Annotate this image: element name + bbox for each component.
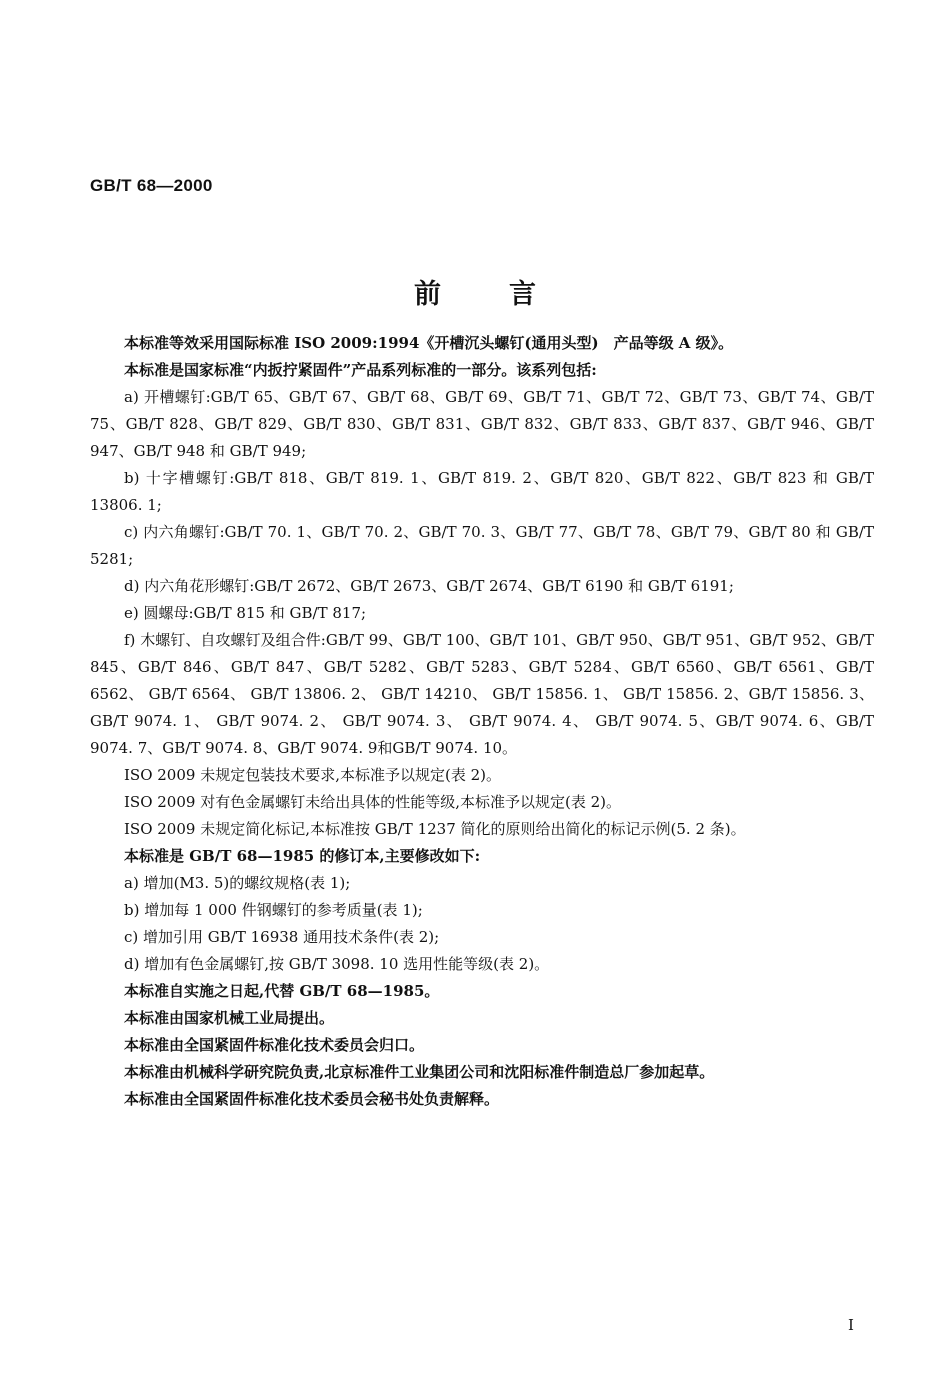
closing-statement: 本标准由全国紧固件标准化技术委员会秘书处负责解释。	[124, 1090, 500, 1108]
revision-intro: 本标准是 GB/T 68—1985 的修订本,主要修改如下:	[124, 847, 481, 865]
closing-statement: 本标准由机械科学研究院负责,北京标准件工业集团公司和沈阳标准件制造总厂参加起草。	[124, 1063, 715, 1081]
closing-statement: 本标准自实施之日起,代替 GB/T 68—1985。	[124, 982, 440, 1000]
list-item: a) 开槽螺钉:GB/T 65、GB/T 67、GB/T 68、GB/T 69、GB/T 71、GB/T 72、GB/T 73、GB/T 74、GB/T 75、GB/T 828、GB/T 829、GB/T 830、GB/T 831、GB/T 832、GB/T 833、GB/T 837、GB/T 946、GB/T 947、GB/T 948 和 GB/T 949;	[90, 388, 874, 460]
revision-item: c) 增加引用 GB/T 16938 通用技术条件(表 2);	[124, 928, 440, 946]
standard-code: GB/T 68—2000	[90, 176, 213, 195]
list-item: c) 内六角螺钉:GB/T 70. 1、GB/T 70. 2、GB/T 70. 3、GB/T 77、GB/T 78、GB/T 79、GB/T 80 和 GB/T 5281;	[90, 523, 874, 568]
paragraph-adoption: 本标准等效采用国际标准 ISO 2009:1994《开槽沉头螺钉(通用头型) 产品等级 A 级》。	[124, 334, 734, 352]
list-item: d) 内六角花形螺钉:GB/T 2672、GB/T 2673、GB/T 2674、GB/T 6190 和 GB/T 6191;	[124, 577, 734, 595]
revision-item: a) 增加(M3. 5)的螺纹规格(表 1);	[124, 874, 351, 892]
iso-note: ISO 2009 对有色金属螺钉未给出具体的性能等级,本标准予以规定(表 2)。	[124, 793, 621, 811]
page-number: I	[848, 1316, 854, 1334]
revision-item: b) 增加每 1 000 件钢螺钉的参考质量(表 1);	[124, 901, 423, 919]
iso-note: ISO 2009 未规定简化标记,本标准按 GB/T 1237 简化的原则给出简化的标记示例(5. 2 条)。	[124, 820, 746, 838]
list-item: e) 圆螺母:GB/T 815 和 GB/T 817;	[124, 604, 367, 622]
list-item: f) 木螺钉、自攻螺钉及组合件:GB/T 99、GB/T 100、GB/T 101、GB/T 950、GB/T 951、GB/T 952、GB/T 845、GB/T 846、GB/T 847、GB/T 5282、GB/T 5283、GB/T 5284、GB/T 6560、GB/T 6561、GB/T 6562、 GB/T 6564、 GB/T 13806. 2、 GB/T 14210、 GB/T 15856. 1、 GB/T 15856. 2、GB/T 15856. 3、 GB/T 9074. 1、 GB/T 9074. 2、 GB/T 9074. 3、 GB/T 9074. 4、 GB/T 9074. 5、GB/T 9074. 6、GB/T 9074. 7、GB/T 9074. 8、GB/T 9074. 9和GB/T 9074. 10。	[90, 631, 874, 757]
list-item: b) 十字槽螺钉:GB/T 818、GB/T 819. 1、GB/T 819. 2、GB/T 820、GB/T 822、GB/T 823 和 GB/T 13806. 1;	[90, 469, 874, 514]
closing-statement: 本标准由国家机械工业局提出。	[124, 1009, 335, 1027]
revision-item: d) 增加有色金属螺钉,按 GB/T 3098. 10 选用性能等级(表 2)。	[124, 955, 550, 973]
foreword-body	[90, 330, 874, 1113]
paragraph-series: 本标准是国家标准“内扳拧紧固件”产品系列标准的一部分。该系列包括:	[124, 361, 597, 379]
closing-statement: 本标准由全国紧固件标准化技术委员会归口。	[124, 1036, 425, 1054]
iso-note: ISO 2009 未规定包装技术要求,本标准予以规定(表 2)。	[124, 766, 501, 784]
page-title: 前言	[414, 279, 604, 310]
